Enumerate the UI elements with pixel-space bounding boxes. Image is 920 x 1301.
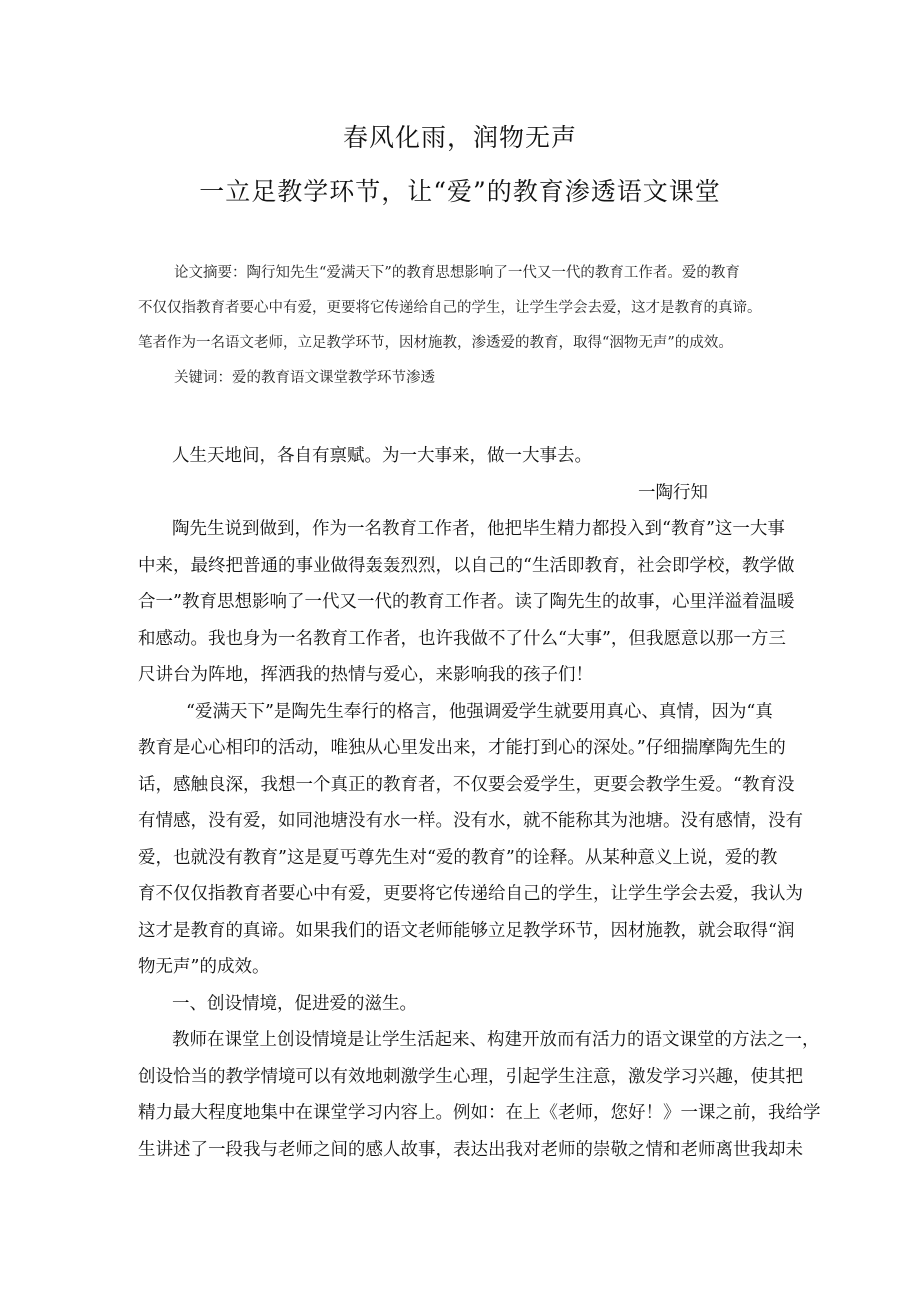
- title-line-2: 一立足教学环节，让“爱”的教育渗透语文课堂: [199, 177, 721, 206]
- paragraph-line: 育不仅仅指教育者要心中有爱，更要将它传递给自己的学生，让学生学会去爱，我认为: [138, 884, 803, 904]
- section-heading: [138, 986, 788, 1023]
- paragraph-line: 话，感触良深，我想一个真正的教育者，不仅要会爱学生，更要会教学生爱。“教育没: [138, 774, 795, 795]
- abstract-line: 笔者作为一名语文老师，立足教学环节，因材施教，渗透爱的教育，取得“洇物无声”的成效。: [138, 335, 733, 351]
- paragraph-line: “爱满天下”是陶先生奉行的格言，他强调爱学生就要用真心、真情，因为“真: [186, 701, 773, 722]
- quote-text: 人生天地间，各自有禀赋。为一大事来，做一大事去。: [172, 446, 592, 466]
- paragraph-line: 物无声”的成效。: [138, 957, 270, 977]
- paragraph-line: 爱，也就没有教育”这是夏丐尊先生对“爱的教育”的诠释。从某种意义上说，爱的教: [138, 847, 778, 868]
- title-line-1: 春风化雨，润物无声: [342, 123, 577, 152]
- section-heading-text: 一、创设情境，促进爱的滋生。: [172, 993, 417, 1014]
- paragraph-line: 教师在课堂上创设情境是让学生活起来、构建开放而有活力的语文课堂的方法之一，: [172, 1030, 820, 1050]
- abstract-block: [138, 256, 798, 396]
- keywords: 关键词：爱的教育语文课堂教学环节渗透: [174, 370, 435, 386]
- paragraph-line: 合一”教育思想影响了一代又一代的教育工作者。读了陶先生的故事，心里洋溢着温暖: [138, 592, 795, 612]
- paragraph-3: [138, 1022, 821, 1168]
- paragraph-line: 有情感，没有爱，如同池塘没有水一样。没有水，就不能称其为池塘。没有感情，没有: [138, 811, 803, 831]
- opening-quote: [138, 438, 788, 475]
- paragraph-line: 教育是心心相印的活动，唯独从心里发出来，才能打到心的深处。”仔细揣摩陶先生的: [138, 738, 786, 758]
- paragraph-line: 尺讲台为阵地，挥洒我的热情与爱心，来影响我的孩子们！: [138, 665, 593, 685]
- paragraph-line: 创设恰当的教学情境可以有效地刺激学生心理，引起学生注意，激发学习兴趣，使其把: [138, 1066, 803, 1087]
- paragraph-line: 和感动。我也身为一名教育工作者，也许我做不了什么“大事”，但我愿意以那一方三: [138, 628, 786, 649]
- paragraph-line: 中来，最终把普通的事业做得轰轰烈烈，以自己的“生活即教育，社会即学校，教学做: [138, 555, 795, 576]
- quote-author: 一陶行知: [638, 482, 708, 503]
- paragraph-line: 生讲述了一段我与老师之间的感人故事，表达出我对老师的崇敬之情和老师离世我却未: [138, 1139, 803, 1160]
- quote-author-line: [138, 475, 788, 512]
- paragraph-line: 陶先生说到做到，作为一名教育工作者，他把毕生精力都投入到“教育”这一大事: [172, 519, 785, 539]
- abstract-line: 不仅仅指教育者要心中有爱，更要将它传递给自己的学生，让学生学会去爱，这才是教育的真谛。: [138, 300, 762, 316]
- body-text: [138, 438, 821, 1168]
- paragraph-1: [138, 511, 795, 694]
- abstract-line: 论文摘要：陶行知先生“爱满天下”的教育思想影响了一代又一代的教育工作者。爱的教育: [174, 265, 740, 281]
- paragraph-line: 这才是教育的真谛。如果我们的语文老师能够立足教学环节，因材施教，就会取得“润: [138, 920, 795, 941]
- paragraph-line: 精力最大程度地集中在课堂学习内容上。例如：在上《老师，您好！》一课之前，我给学: [138, 1103, 821, 1123]
- paragraph-2: [138, 694, 803, 986]
